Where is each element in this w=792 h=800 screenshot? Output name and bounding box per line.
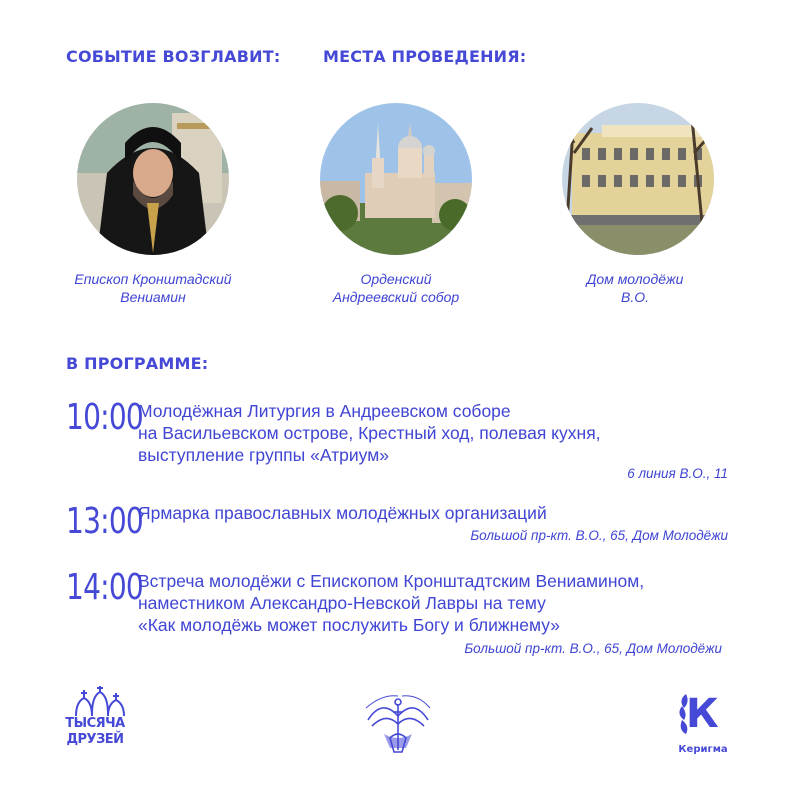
time-1400: 14:00 [66,567,144,608]
program-item-3-address: Большой пр-кт. В.О., 65, Дом Молодёжи [464,641,722,656]
bishop-caption-line1: Епископ Кронштадский [74,271,232,287]
venues-heading: МЕСТА ПРОВЕДЕНИЯ: [323,47,527,66]
program-item-1-line3: выступление группы «Атриум» [138,445,389,465]
leader-heading: СОБЫТИЕ ВОЗГЛАВИТ: [66,47,281,66]
youth-house-caption-line2: В.О. [620,289,649,305]
cathedral-caption [291,270,501,306]
time-1300: 13:00 [66,501,144,542]
program-item-1-line2: на Васильевском острове, Крестный ход, полевая кухня, [138,423,601,443]
cathedral-caption-line2: Андреевский собор [332,289,460,305]
bishop-caption [48,270,258,306]
youth-house-photo [562,103,714,255]
program-item-1-address: 6 линия В.О., 11 [627,466,728,481]
program-item-1-description [138,400,601,466]
program-item-3-line3: «Как молодёжь может послужить Богу и ближнему» [138,615,560,635]
time-1000: 10:00 [66,397,144,438]
program-item-3-line2: наместником Александро-Невской Лавры на тему [138,593,546,613]
program-item-2-line1: Ярмарка православных молодёжных организаций [138,503,547,523]
bishop-caption-line2: Вениамин [120,289,186,305]
kerygma-logo-text: Керигма [678,744,728,755]
thousand-friends-logo-line2: ДРУЗЕЙ [66,732,124,747]
cathedral-photo [320,103,472,255]
thousand-friends-logo-line1: ТЫСЯЧА [65,716,125,731]
program-item-3-description [138,570,644,636]
thousand-friends-logo [62,686,128,758]
program-item-2-description [138,502,547,524]
youth-house-caption [530,270,740,306]
program-item-3-line1: Встреча молодёжи с Епископом Кронштадтским Вениамином, [138,571,645,591]
youth-house-caption-line1: Дом молодёжи [586,271,684,287]
program-item-1-line1: Молодёжная Литургия в Андреевском соборе [138,401,511,421]
angel-logo [362,690,434,756]
cathedral-caption-line1: Орденский [360,271,432,287]
kerygma-logo [674,690,732,760]
kerygma-logo-letter: К [686,691,719,737]
program-item-2-address: Большой пр-кт. В.О., 65, Дом Молодёжи [470,528,728,543]
bishop-portrait [77,103,229,255]
program-heading: В ПРОГРАММЕ: [66,354,209,373]
